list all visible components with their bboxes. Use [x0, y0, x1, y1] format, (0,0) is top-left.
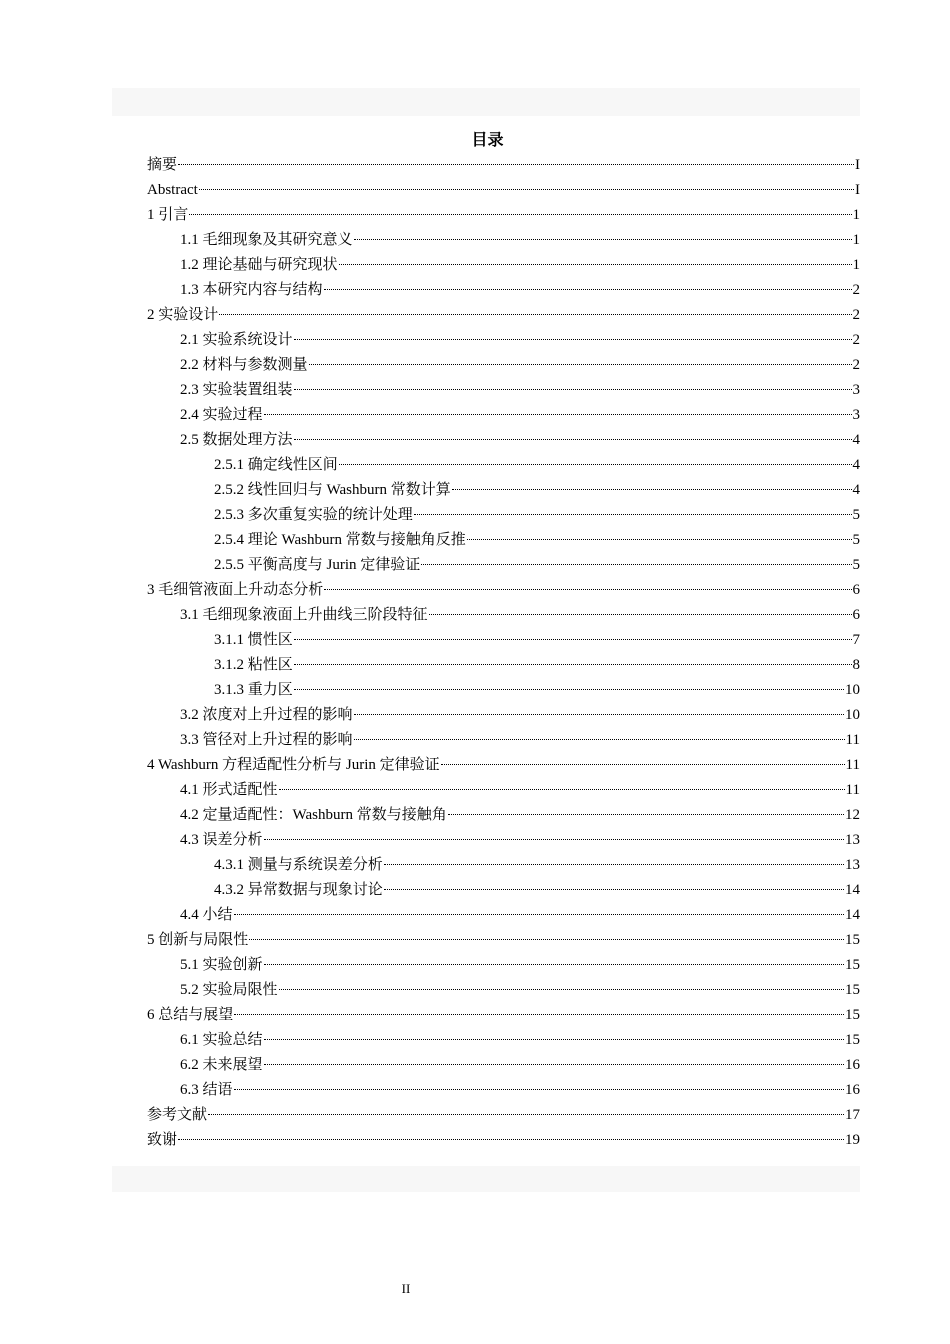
toc-entry-title: 参考文献 — [147, 1107, 208, 1123]
toc-entry-page: 10 — [845, 707, 860, 723]
toc-entry-page: 19 — [845, 1132, 860, 1148]
toc-dot-leader — [178, 164, 854, 165]
toc-entry-title: 6 总结与展望 — [147, 1007, 234, 1023]
toc-dot-leader — [189, 214, 851, 215]
toc-entry[interactable] — [147, 528, 860, 553]
toc-entry[interactable] — [147, 1053, 860, 1078]
toc-dot-leader — [441, 764, 845, 765]
toc-entry[interactable] — [147, 503, 860, 528]
toc-dot-leader — [264, 1039, 844, 1040]
toc-dot-leader — [264, 414, 852, 415]
toc-dot-leader — [354, 739, 845, 740]
toc-entry[interactable] — [147, 603, 860, 628]
toc-entry-page: 16 — [845, 1082, 860, 1098]
toc-entry[interactable] — [147, 328, 860, 353]
toc-dot-leader — [279, 789, 845, 790]
toc-entry-page: 1 — [852, 232, 860, 248]
toc-dot-leader — [452, 489, 852, 490]
toc-entry-title: 3.1.1 惯性区 — [214, 632, 293, 648]
toc-dot-leader — [279, 989, 844, 990]
toc-entry-page: 6 — [852, 607, 860, 623]
toc-entry-page: 4 — [852, 482, 860, 498]
toc-entry-page: 4 — [852, 457, 860, 473]
toc-entry-title: 5 创新与局限性 — [147, 932, 249, 948]
toc-entry-title: 6.2 未来展望 — [180, 1057, 263, 1073]
toc-dot-leader — [294, 439, 852, 440]
toc-entry[interactable] — [147, 853, 860, 878]
toc-dot-leader — [294, 689, 844, 690]
toc-dot-leader — [264, 839, 844, 840]
toc-entry-page: 2 — [852, 357, 860, 373]
toc-entry[interactable] — [147, 578, 860, 603]
toc-entry-page: 11 — [845, 732, 860, 748]
toc-dot-leader — [249, 939, 844, 940]
toc-entry-page: 5 — [852, 557, 860, 573]
toc-dot-leader — [264, 964, 844, 965]
toc-dot-leader — [324, 289, 852, 290]
toc-entry-title: 3.3 管径对上升过程的影响 — [180, 732, 353, 748]
toc-entry[interactable] — [147, 928, 860, 953]
toc-dot-leader — [264, 1064, 844, 1065]
toc-entry-title: 3 毛细管液面上升动态分析 — [147, 582, 324, 598]
toc-entry[interactable] — [147, 1103, 860, 1128]
toc-entry[interactable] — [147, 753, 860, 778]
toc-entry[interactable] — [147, 903, 860, 928]
toc-dot-leader — [208, 1114, 844, 1115]
toc-entry-title: 3.1 毛细现象液面上升曲线三阶段特征 — [180, 607, 428, 623]
toc-entry-page: 13 — [845, 832, 860, 848]
toc-entry-title: 2.5 数据处理方法 — [180, 432, 293, 448]
toc-dot-leader — [294, 389, 852, 390]
toc-entry[interactable] — [147, 428, 860, 453]
toc-entry-title: 3.1.3 重力区 — [214, 682, 293, 698]
toc-entry-page: 2 — [852, 282, 860, 298]
toc-dot-leader — [178, 1139, 844, 1140]
toc-entry-title: 2.5.4 理论 Washburn 常数与接触角反推 — [214, 532, 466, 548]
toc-entry-page: 16 — [845, 1057, 860, 1073]
toc-entry-page: I — [855, 157, 860, 173]
toc-entry-title: 1.1 毛细现象及其研究意义 — [180, 232, 353, 248]
toc-entry[interactable] — [147, 953, 860, 978]
toc-entry[interactable] — [147, 203, 860, 228]
toc-entry-page: 7 — [852, 632, 860, 648]
toc-entry[interactable] — [147, 453, 860, 478]
toc-dot-leader — [467, 539, 852, 540]
toc-dot-leader — [219, 314, 851, 315]
toc-entry-page: 5 — [852, 507, 860, 523]
toc-entry-page: 2 — [852, 332, 860, 348]
toc-dot-leader — [429, 614, 852, 615]
toc-entry-title: 1 引言 — [147, 207, 189, 223]
toc-entry-title: 3.2 浓度对上升过程的影响 — [180, 707, 353, 723]
toc-dot-leader — [309, 364, 852, 365]
toc-entry[interactable] — [147, 153, 860, 178]
toc-dot-leader — [339, 464, 852, 465]
toc-entry-page: 11 — [845, 757, 860, 773]
toc-entry-title: 摘要 — [147, 157, 178, 173]
toc-entry-title: 2.5.2 线性回归与 Washburn 常数计算 — [214, 482, 451, 498]
toc-entry-page: 3 — [852, 407, 860, 423]
toc-entry[interactable] — [147, 653, 860, 678]
toc-dot-leader — [294, 639, 852, 640]
toc-entry[interactable] — [147, 178, 860, 203]
toc-title: 目录 — [471, 130, 504, 149]
toc-entry[interactable] — [147, 703, 860, 728]
toc-entry[interactable] — [147, 678, 860, 703]
toc-dot-leader — [339, 264, 852, 265]
toc-entry-title: 5.1 实验创新 — [180, 957, 263, 973]
toc-entry[interactable] — [147, 553, 860, 578]
toc-entry-title: 2.5.3 多次重复实验的统计处理 — [214, 507, 413, 523]
toc-entry-title: 2.1 实验系统设计 — [180, 332, 293, 348]
toc-entry-page: 15 — [845, 932, 860, 948]
toc-entry-page: 15 — [845, 957, 860, 973]
toc-entry-page: 8 — [852, 657, 860, 673]
toc-entry-title: 6.3 结语 — [180, 1082, 233, 1098]
toc-entry[interactable] — [147, 253, 860, 278]
toc-entry-title: Abstract — [147, 182, 198, 198]
toc-entry-page: 17 — [845, 1107, 860, 1123]
toc-entry-page: 15 — [845, 1032, 860, 1048]
toc-entry-title: 4.2 定量适配性：Washburn 常数与接触角 — [180, 807, 447, 823]
toc-dot-leader — [354, 714, 844, 715]
toc-entry-page: 15 — [845, 1007, 860, 1023]
toc-entry-page: 5 — [852, 532, 860, 548]
toc-entry-page: 14 — [845, 882, 860, 898]
page-footer-band — [112, 1166, 860, 1192]
toc-entry[interactable] — [147, 278, 860, 303]
toc-entry-title: 1.3 本研究内容与结构 — [180, 282, 323, 298]
toc-dot-leader — [324, 589, 851, 590]
toc-entry-title: 致谢 — [147, 1132, 178, 1148]
toc-entry-page: 10 — [845, 682, 860, 698]
toc-entry[interactable] — [147, 1028, 860, 1053]
toc-entry-title: 2.4 实验过程 — [180, 407, 263, 423]
toc-entry[interactable] — [147, 778, 860, 803]
toc-entry[interactable] — [147, 728, 860, 753]
toc-dot-leader — [354, 239, 852, 240]
toc-entry[interactable] — [147, 1078, 860, 1103]
toc-entry-title: 4.3.2 异常数据与现象讨论 — [214, 882, 383, 898]
toc-entry-title: 1.2 理论基础与研究现状 — [180, 257, 338, 273]
toc-entry-title: 2.3 实验装置组装 — [180, 382, 293, 398]
toc-entry-title: 4.3 误差分析 — [180, 832, 263, 848]
toc-dot-leader — [384, 864, 844, 865]
toc-entry-page: 1 — [852, 257, 860, 273]
toc-entry-title: 5.2 实验局限性 — [180, 982, 278, 998]
toc-dot-leader — [199, 189, 854, 190]
toc-entry[interactable] — [147, 403, 860, 428]
toc-entry-page: I — [855, 182, 860, 198]
toc-entry[interactable] — [147, 1003, 860, 1028]
toc-entry[interactable] — [147, 803, 860, 828]
toc-entry-title: 2.5.5 平衡高度与 Jurin 定律验证 — [214, 557, 421, 573]
toc-dot-leader — [448, 814, 844, 815]
toc-entry-title: 2.5.1 确定线性区间 — [214, 457, 338, 473]
toc-dot-leader — [234, 914, 844, 915]
toc-entry-title: 3.1.2 粘性区 — [214, 657, 293, 673]
toc-entry[interactable] — [147, 878, 860, 903]
toc-entry-page: 14 — [845, 907, 860, 923]
toc-entry-title: 4.1 形式适配性 — [180, 782, 278, 798]
toc-entry[interactable] — [147, 978, 860, 1003]
toc-entry[interactable] — [147, 478, 860, 503]
toc-entry-page: 6 — [852, 582, 860, 598]
toc-entry[interactable] — [147, 353, 860, 378]
toc-entry[interactable] — [147, 303, 860, 328]
toc-entry[interactable] — [147, 1128, 860, 1153]
toc-dot-leader — [234, 1014, 844, 1015]
toc-entry-page: 12 — [845, 807, 860, 823]
toc-entry-page: 3 — [852, 382, 860, 398]
toc-entry[interactable] — [147, 628, 860, 653]
toc-dot-leader — [384, 889, 844, 890]
page-number: II — [401, 1281, 411, 1296]
page-header-band — [112, 88, 860, 116]
toc-entry-page: 11 — [845, 782, 860, 798]
toc-entry-title: 4.3.1 测量与系统误差分析 — [214, 857, 383, 873]
toc-dot-leader — [234, 1089, 844, 1090]
toc-entry[interactable] — [147, 378, 860, 403]
toc-entry-page: 15 — [845, 982, 860, 998]
table-of-contents — [147, 153, 860, 1153]
toc-entry-page: 4 — [852, 432, 860, 448]
toc-entry-title: 2 实验设计 — [147, 307, 219, 323]
toc-entry-page: 1 — [852, 207, 860, 223]
toc-entry-title: 6.1 实验总结 — [180, 1032, 263, 1048]
toc-entry-title: 4 Washburn 方程适配性分析与 Jurin 定律验证 — [147, 757, 440, 773]
toc-entry-page: 13 — [845, 857, 860, 873]
toc-entry[interactable] — [147, 828, 860, 853]
toc-entry[interactable] — [147, 228, 860, 253]
toc-dot-leader — [414, 514, 852, 515]
toc-dot-leader — [294, 664, 852, 665]
toc-dot-leader — [421, 564, 851, 565]
toc-dot-leader — [294, 339, 852, 340]
toc-entry-page: 2 — [852, 307, 860, 323]
toc-entry-title: 2.2 材料与参数测量 — [180, 357, 308, 373]
toc-entry-title: 4.4 小结 — [180, 907, 233, 923]
